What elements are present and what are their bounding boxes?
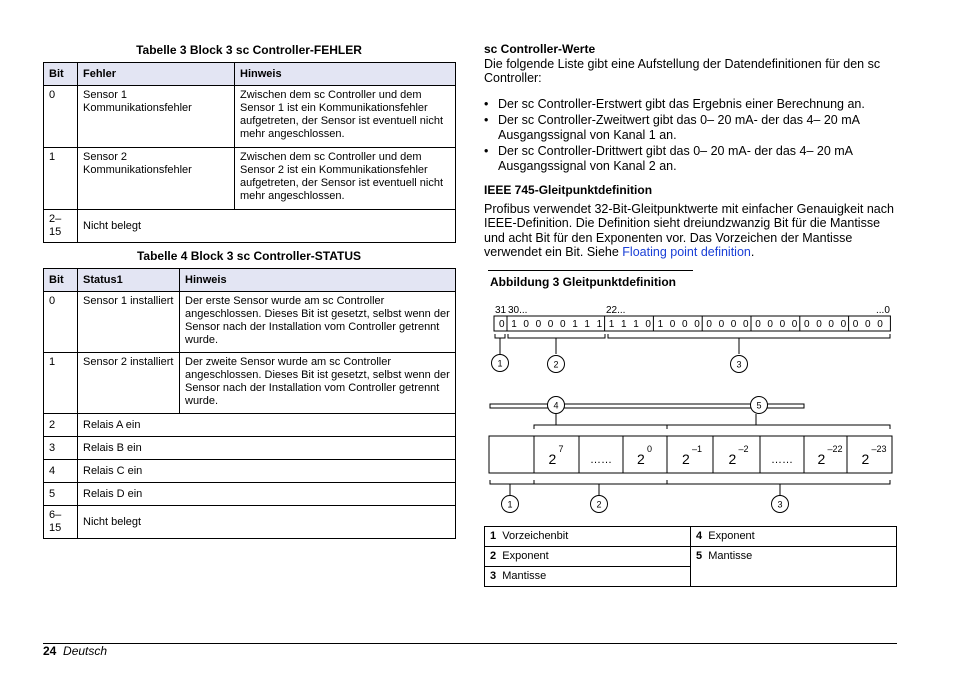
power-base: 2	[548, 451, 557, 467]
bit-value: 0	[535, 319, 542, 330]
legend-text: Exponent	[502, 550, 549, 562]
table-cell: Nicht belegt	[78, 506, 456, 539]
legend-cell	[485, 567, 691, 587]
power-base: 2	[682, 451, 690, 467]
power-exponent: –1	[692, 444, 703, 454]
figure-caption: Abbildung 3 Gleitpunktdefinition	[490, 275, 676, 289]
bit-value: 0	[743, 319, 749, 330]
bit-value: 0	[706, 319, 712, 330]
ellipsis: ……	[771, 454, 793, 466]
legend-row	[485, 547, 897, 567]
bit-label-30: 30...	[508, 305, 528, 316]
table-cell: 6–15	[44, 506, 78, 539]
table-cell: Sensor 1 Kommunikationsfehler	[78, 86, 235, 148]
callout-number: 3	[736, 359, 742, 370]
table-row	[44, 86, 456, 148]
power-base: 2	[817, 451, 826, 467]
table-header-row	[44, 63, 456, 86]
ellipsis: ……	[590, 454, 612, 466]
power-exponent: –22	[827, 444, 843, 454]
bit-value: 0	[779, 319, 786, 330]
column-header: Hinweis	[180, 269, 456, 292]
page-number: 24	[43, 644, 57, 658]
paragraph-end: .	[750, 245, 755, 259]
bit-value: 0	[865, 319, 871, 330]
caption-rule	[488, 270, 693, 271]
bit-value: 0	[828, 319, 834, 330]
table-cell: Der erste Sensor wurde am sc Controller angeschlossen. Dieses Bit ist gesetzt, selbst wenn der Sensor nach der Installation vom Controller getrennt wurde.	[180, 292, 456, 353]
brace	[534, 425, 667, 429]
bit-value: 0	[499, 319, 505, 330]
brace	[667, 480, 890, 484]
bit-value: 1	[572, 319, 578, 330]
power-exponent: 7	[558, 444, 564, 454]
table-cell: Relais B ein	[78, 437, 456, 460]
brace	[508, 334, 605, 338]
legend-text: Vorzeichenbit	[502, 530, 569, 542]
footer-rule	[43, 643, 897, 644]
callout-number: 3	[777, 499, 783, 510]
power-base: 2	[637, 451, 645, 467]
right-column-text	[484, 42, 896, 260]
footer	[43, 644, 107, 658]
table-row	[44, 483, 456, 506]
table3	[43, 62, 456, 243]
bit-value: 1	[633, 319, 639, 330]
bit-value: 0	[730, 319, 737, 330]
bit-value: 0	[645, 319, 651, 330]
table-row	[44, 148, 456, 210]
table-row	[44, 353, 456, 414]
column-header: Hinweis	[235, 63, 456, 86]
column-header: Bit	[44, 269, 78, 292]
legend-number: 4	[696, 530, 703, 542]
bit-value: 1	[608, 319, 615, 330]
floating-point-diagram	[484, 294, 904, 524]
bullet-list	[484, 97, 896, 174]
legend-number: 3	[490, 570, 497, 582]
table-cell: Sensor 2 installiert	[78, 353, 180, 414]
callout-number: 1	[497, 358, 503, 369]
legend-cell	[691, 527, 897, 547]
table-row	[44, 437, 456, 460]
legend-table	[484, 526, 897, 587]
table-cell: 0	[44, 86, 78, 148]
table-cell: 2	[44, 414, 78, 437]
list-item: • Der sc Controller-Zweitwert gibt das 0– 20 mA- der das 4– 20 mA Ausgangssignal von Kanal 1 an.	[484, 113, 896, 142]
power-exponent: 0	[647, 444, 653, 454]
callout-number: 2	[596, 499, 602, 510]
legend-number: 2	[490, 550, 497, 562]
brace	[608, 334, 890, 338]
floating-point-link[interactable]: Floating point definition	[622, 245, 751, 259]
bit-label-31: 31	[495, 305, 507, 316]
legend-text: Exponent	[708, 530, 755, 542]
bit-value: 1	[596, 319, 603, 330]
bit-label-22: 22...	[606, 305, 626, 316]
table4	[43, 268, 456, 539]
table3-caption: Tabelle 3 Block 3 sc Controller-FEHLER	[136, 43, 362, 57]
legend-cell	[691, 547, 897, 587]
column-header: Fehler	[78, 63, 235, 86]
legend-cell	[485, 547, 691, 567]
intro-paragraph: Die folgende Liste gibt eine Aufstellung der Datendefinitionen für den sc Controller:	[484, 56, 881, 85]
table4-caption: Tabelle 4 Block 3 sc Controller-STATUS	[136, 249, 362, 263]
table-cell: 0	[44, 292, 78, 353]
table-row	[44, 210, 456, 243]
bit-value: 0	[755, 319, 761, 330]
bit-label-0: ...0	[876, 305, 890, 316]
column-header: Status1	[78, 269, 180, 292]
bit-value: 0	[523, 319, 529, 330]
power-base: 2	[861, 451, 870, 467]
power-exponent: –23	[871, 444, 887, 454]
list-item: • Der sc Controller-Drittwert gibt das 0– 20 mA- der das 4– 20 mA Ausgangssignal von Kanal 2 an.	[484, 144, 896, 173]
bit-value: 0	[877, 319, 883, 330]
brace	[490, 480, 534, 484]
bit-value: 1	[584, 319, 590, 330]
column-header: Bit	[44, 63, 78, 86]
bit-value: 0	[718, 319, 725, 330]
table-cell: Sensor 2 Kommunikationsfehler	[78, 148, 235, 210]
bit-value: 1	[657, 319, 664, 330]
power-base: 2	[728, 451, 737, 467]
legend-row	[485, 527, 897, 547]
brace	[667, 425, 890, 429]
paragraph-text: Profibus verwendet 32-Bit-Gleitpunktwerte mit einfacher Genauigkeit nach IEEE-Definition. Die Definition sieht dreiundzwanzig Bit für die Mantisse und acht Bit für den Exponenten vor. Das Vorzeichen der Mantisse verwendet ein Bit. Siehe	[484, 201, 894, 259]
bit-value: 1	[511, 319, 517, 330]
bit-value: 0	[816, 319, 822, 330]
legend-number: 1	[490, 530, 497, 542]
footer-language: Deutsch	[63, 644, 108, 658]
callout-group	[492, 355, 789, 513]
legend-number: 5	[696, 550, 703, 562]
table-cell: Zwischen dem sc Controller und dem Sensor 2 ist ein Kommunikationsfehler aufgetreten, der Sensor ist eventuell nicht mehr angeschlossen.	[235, 148, 456, 210]
brace	[495, 334, 505, 338]
table-cell: 4	[44, 460, 78, 483]
bit-value: 0	[560, 319, 566, 330]
callout-number: 2	[553, 359, 559, 370]
table-cell: Nicht belegt	[78, 210, 456, 243]
table-row	[44, 414, 456, 437]
callout-number: 4	[553, 400, 559, 411]
table-cell: Sensor 1 installiert	[78, 292, 180, 353]
table-header-row	[44, 269, 456, 292]
table-cell: Zwischen dem sc Controller und dem Sensor 1 ist ein Kommunikationsfehler aufgetreten, der Sensor ist eventuell nicht mehr angeschlossen.	[235, 86, 456, 148]
legend-text: Mantisse	[502, 570, 547, 582]
power-exponent: –2	[738, 444, 749, 454]
table-cell: Relais A ein	[78, 414, 456, 437]
ieee-paragraph	[484, 202, 896, 260]
bit-value: 1	[621, 319, 627, 330]
bit-register	[494, 316, 890, 331]
bit-value: 0	[547, 319, 554, 330]
bit-value: 0	[669, 319, 676, 330]
bit-value: 0	[767, 319, 773, 330]
list-item: • Der sc Controller-Erstwert gibt das Ergebnis einer Berechnung an.	[484, 97, 896, 112]
bit-value: 0	[840, 319, 847, 330]
legend-text: Mantisse	[708, 550, 753, 562]
bit-value: 0	[852, 319, 859, 330]
table-cell: 3	[44, 437, 78, 460]
bit-value: 0	[694, 319, 700, 330]
table-row	[44, 292, 456, 353]
legend-cell	[485, 527, 691, 547]
table-cell: Der zweite Sensor wurde am sc Controller angeschlossen. Dieses Bit ist gesetzt, selbst wenn der Sensor nach der Installation vom Controller getrennt wurde.	[180, 353, 456, 414]
table-cell: 5	[44, 483, 78, 506]
table-cell: 2–15	[44, 210, 78, 243]
callout-number: 5	[756, 400, 762, 411]
table-cell: Relais D ein	[78, 483, 456, 506]
bit-value: 0	[682, 319, 688, 330]
bit-value: 0	[804, 319, 810, 330]
section-heading: IEEE 745-Gleitpunktdefinition	[484, 183, 653, 197]
table-row	[44, 460, 456, 483]
table-cell: 1	[44, 148, 78, 210]
table-cell: 1	[44, 353, 78, 414]
bit-value: 0	[791, 319, 798, 330]
brace	[534, 480, 667, 484]
callout-number: 1	[507, 499, 513, 510]
table-cell: Relais C ein	[78, 460, 456, 483]
power-row	[489, 436, 892, 473]
table-row	[44, 506, 456, 539]
section-heading: sc Controller-Werte	[484, 42, 596, 56]
